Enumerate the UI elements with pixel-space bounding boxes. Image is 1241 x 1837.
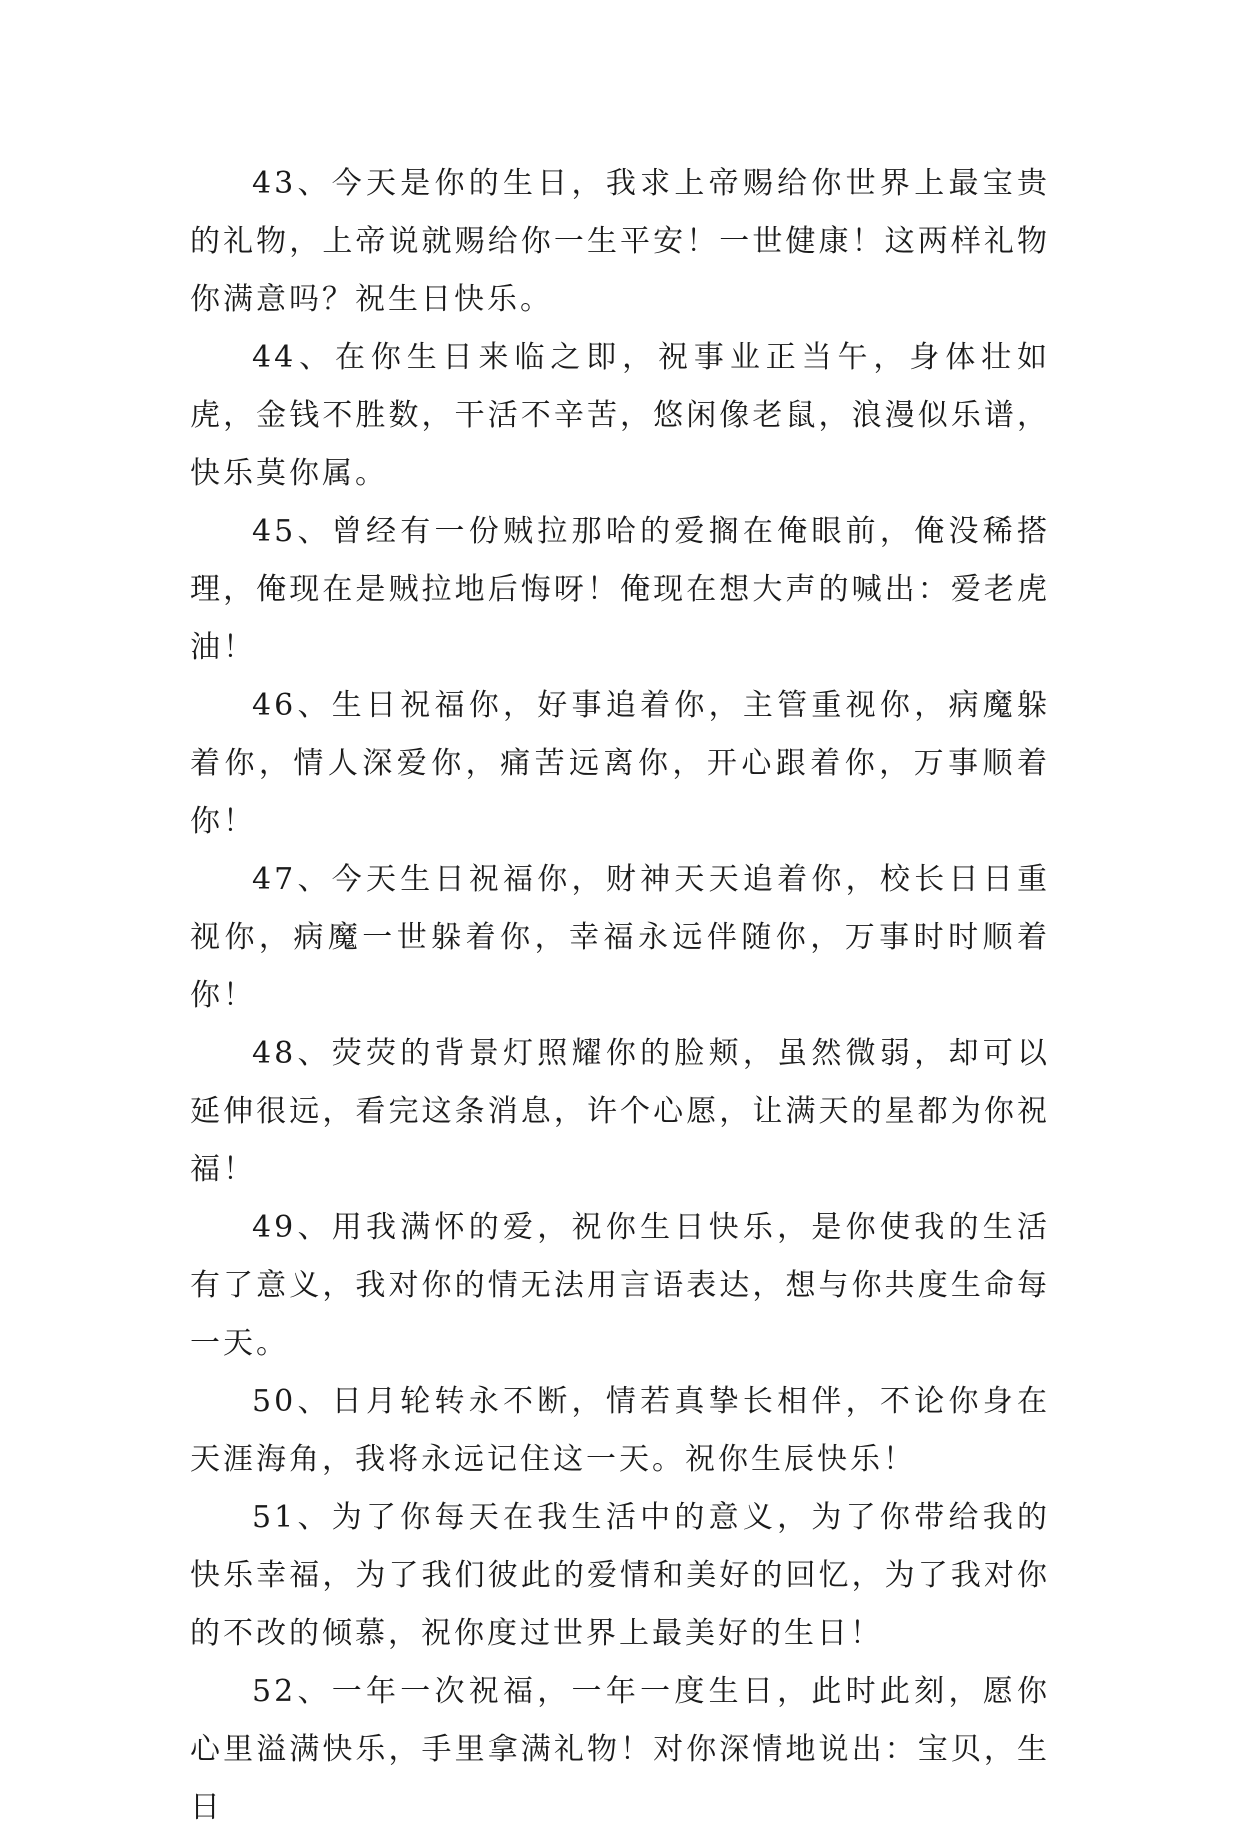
paragraph-43: 43、今天是你的生日，我求上帝赐给你世界上最宝贵的礼物，上帝说就赐给你一生平安！一世健康！这两样礼物你满意吗？祝生日快乐。 xyxy=(190,166,1050,317)
paragraph-52: 52、一年一次祝福，一年一度生日，此时此刻，愿你心里溢满快乐，手里拿满礼物！对你深情地说出：宝贝，生日 xyxy=(190,1674,1050,1825)
paragraph-46: 46、生日祝福你，好事追着你，主管重视你，病魔躲着你，情人深爱你，痛苦远离你，开心跟着你，万事顺着你！ xyxy=(190,688,1050,839)
paragraph-47: 47、今天生日祝福你，财神天天追着你，校长日日重视你，病魔一世躲着你，幸福永远伴随你，万事时时顺着你！ xyxy=(190,862,1050,1013)
paragraph-49: 49、用我满怀的爱，祝你生日快乐，是你使我的生活有了意义，我对你的情无法用言语表达，想与你共度生命每一天。 xyxy=(190,1210,1050,1361)
paragraph-48: 48、荧荧的背景灯照耀你的脸颊，虽然微弱，却可以延伸很远，看完这条消息，许个心愿，让满天的星都为你祝福！ xyxy=(190,1036,1050,1187)
paragraph-45: 45、曾经有一份贼拉那哈的爱搁在俺眼前，俺没稀搭理，俺现在是贼拉地后悔呀！俺现在想大声的喊出：爱老虎油！ xyxy=(190,514,1050,665)
paragraph-51: 51、为了你每天在我生活中的意义，为了你带给我的快乐幸福，为了我们彼此的爱情和美好的回忆，为了我对你的不改的倾慕，祝你度过世界上最美好的生日！ xyxy=(190,1500,1050,1651)
paragraph-50: 50、日月轮转永不断，情若真挚长相伴，不论你身在天涯海角，我将永远记住这一天。祝你生辰快乐！ xyxy=(190,1384,1050,1477)
paragraph-44: 44、在你生日来临之即，祝事业正当午，身体壮如虎，金钱不胜数，干活不辛苦，悠闲像老鼠，浪漫似乐谱，快乐莫你属。 xyxy=(190,340,1050,491)
document-body xyxy=(190,155,1050,1837)
